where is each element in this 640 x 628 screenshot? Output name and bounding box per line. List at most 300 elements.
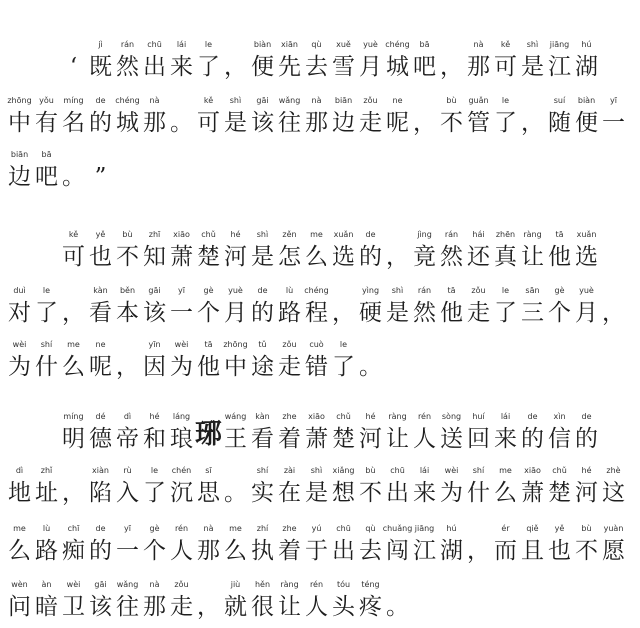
pinyin-annotation: de (581, 412, 592, 421)
hanzi-character: 便 (575, 110, 598, 136)
hanzi-character: 途 (251, 354, 274, 380)
pinyin-annotation: wèi (12, 340, 27, 349)
pinyin-annotation: xìn (553, 412, 566, 421)
character-cell (195, 466, 222, 512)
hanzi-character: 竟 (413, 244, 436, 270)
hanzi-character: 他 (197, 354, 220, 380)
hanzi-character: 在 (278, 480, 301, 506)
hanzi-character: 么 (8, 538, 31, 564)
hanzi-character: ， (386, 244, 409, 270)
hanzi-character: 去 (305, 54, 328, 80)
pinyin-annotation: zěn (282, 230, 297, 239)
pinyin-annotation: hé (149, 412, 160, 421)
hanzi-character: 人 (170, 538, 193, 564)
pinyin-annotation: de (365, 230, 376, 239)
pinyin-annotation: yuè (363, 40, 378, 49)
pinyin-annotation: hé (365, 412, 376, 421)
character-cell (195, 40, 222, 86)
pinyin-annotation: zài (283, 466, 296, 475)
hanzi-character: 不 (359, 480, 382, 506)
text-line (0, 286, 640, 332)
pinyin-annotation: wǎng (278, 96, 301, 105)
character-cell (384, 580, 411, 626)
hanzi-character: 湖 (440, 538, 463, 564)
pinyin-annotation: lái (419, 466, 430, 475)
pinyin-annotation: jìng (417, 230, 432, 239)
hanzi-character: 往 (278, 110, 301, 136)
hanzi-character: 是 (521, 54, 544, 80)
character-cell (303, 286, 330, 332)
hanzi-character: 的 (89, 538, 112, 564)
pinyin-annotation: shì (229, 96, 242, 105)
pinyin-annotation: rán (444, 230, 459, 239)
pinyin-annotation: le (501, 286, 510, 295)
pinyin-annotation: chī (67, 524, 80, 533)
hanzi-character: 那 (143, 110, 166, 136)
hanzi-character: 他 (440, 300, 463, 326)
pinyin-annotation: yī (178, 286, 185, 295)
pinyin-annotation: yìng (361, 286, 380, 295)
pinyin-annotation: xiāo (524, 466, 541, 475)
pinyin-annotation: wǎng (116, 580, 139, 589)
hanzi-character: 琅 (170, 426, 193, 452)
pinyin-annotation: zǒu (174, 580, 189, 589)
hanzi-character: 是 (305, 480, 328, 506)
hanzi-character: 着 (278, 538, 301, 564)
hanzi-character: 出 (386, 480, 409, 506)
character-cell (573, 286, 600, 332)
pinyin-annotation: wèi (444, 466, 459, 475)
pinyin-annotation: sān (525, 286, 540, 295)
hanzi-character: 走 (170, 594, 193, 620)
pinyin-annotation: de (527, 412, 538, 421)
hanzi-character: 路 (35, 538, 58, 564)
hanzi-character: 着 (278, 426, 301, 452)
hanzi-character: 边 (8, 164, 31, 190)
pinyin-annotation: me (13, 524, 26, 533)
hanzi-character: 来 (494, 426, 517, 452)
character-cell (357, 230, 384, 276)
hanzi-character: 。 (62, 164, 85, 190)
pinyin-annotation: zǒu (363, 96, 378, 105)
pinyin-annotation: rén (417, 412, 432, 421)
pinyin-annotation: yě (554, 524, 565, 533)
hanzi-character: ， (440, 54, 463, 80)
hanzi-character: 也 (548, 538, 571, 564)
hanzi-character: 沉 (170, 480, 193, 506)
hanzi-character: 中 (224, 354, 247, 380)
pinyin-annotation: me (229, 524, 242, 533)
hanzi-character: 什 (35, 354, 58, 380)
hanzi-character: ， (116, 354, 139, 380)
hanzi-character: 月 (359, 54, 382, 80)
pinyin-annotation: gāi (94, 580, 107, 589)
hanzi-character: 选 (332, 244, 355, 270)
pinyin-annotation: yě (95, 230, 106, 239)
pinyin-annotation: jì (98, 40, 103, 49)
pinyin-annotation: nà (149, 96, 160, 105)
hanzi-character: 雪 (332, 54, 355, 80)
character-cell (573, 412, 600, 458)
pinyin-annotation: yī (610, 96, 617, 105)
pinyin-annotation: le (501, 96, 510, 105)
pinyin-annotation: bù (365, 466, 376, 475)
hanzi-character: 因 (143, 354, 166, 380)
pinyin-annotation: nà (473, 40, 484, 49)
text-line (0, 524, 640, 570)
hanzi-character: 那 (197, 538, 220, 564)
character-cell (384, 96, 411, 142)
pinyin-annotation: wáng (224, 412, 247, 421)
pinyin-annotation: shí (256, 466, 269, 475)
pinyin-annotation: guǎn (468, 96, 489, 105)
character-cell (573, 230, 600, 276)
hanzi-character: 了 (35, 300, 58, 326)
hanzi-character: 的 (575, 426, 598, 452)
pinyin-annotation: yuè (579, 286, 594, 295)
pinyin-annotation: zhí (256, 524, 269, 533)
hanzi-character: 往 (116, 594, 139, 620)
hanzi-character: 让 (386, 426, 409, 452)
pinyin-annotation: chéng (304, 286, 329, 295)
text-line (0, 466, 640, 512)
hanzi-character: 么 (305, 244, 328, 270)
hanzi-character: 不 (116, 244, 139, 270)
hanzi-character: 既 (89, 54, 112, 80)
pinyin-annotation: míng (63, 412, 84, 421)
pinyin-annotation: chǔ (201, 230, 216, 239)
hanzi-character: 城 (386, 54, 409, 80)
pinyin-annotation: gè (554, 286, 565, 295)
hanzi-character: 便 (251, 54, 274, 80)
hanzi-character: ， (602, 300, 625, 326)
hanzi-character: 不 (440, 110, 463, 136)
hanzi-character: 萧 (305, 426, 328, 452)
pinyin-annotation: nà (149, 580, 160, 589)
pinyin-annotation: huí (472, 412, 485, 421)
hanzi-character: 路 (278, 300, 301, 326)
hanzi-character: 址 (35, 480, 58, 506)
pinyin-annotation: hú (446, 524, 457, 533)
pinyin-annotation: tā (555, 230, 564, 239)
pinyin-annotation: rén (309, 580, 324, 589)
hanzi-character: 那 (143, 594, 166, 620)
hanzi-character: 江 (413, 538, 436, 564)
hanzi-character: ， (413, 110, 436, 136)
hanzi-character: ， (62, 300, 85, 326)
hanzi-character: 让 (521, 244, 544, 270)
pinyin-annotation: lù (42, 524, 51, 533)
hanzi-character: 看 (89, 300, 112, 326)
hanzi-character: 么 (224, 538, 247, 564)
character-cell (87, 150, 114, 196)
character-cell (573, 40, 600, 86)
hanzi-character: 出 (143, 54, 166, 80)
hanzi-character: 河 (575, 480, 598, 506)
pinyin-annotation: rén (174, 524, 189, 533)
pinyin-annotation: xiāo (308, 412, 325, 421)
character-cell (600, 524, 627, 570)
pinyin-annotation: chén (171, 466, 192, 475)
character-cell (600, 286, 627, 332)
hanzi-character: 出 (332, 538, 355, 564)
hanzi-character: 呢 (89, 354, 112, 380)
hanzi-character: 随 (548, 110, 571, 136)
hanzi-character: 了 (197, 54, 220, 80)
hanzi-character: 三 (521, 300, 544, 326)
hanzi-character: 痴 (62, 538, 85, 564)
character-cell (492, 96, 519, 142)
hanzi-character: 这 (602, 480, 625, 506)
hanzi-character: 送 (440, 426, 463, 452)
hanzi-character: 人 (305, 594, 328, 620)
hanzi-character: 程 (305, 300, 328, 326)
character-cell (60, 150, 87, 196)
pinyin-annotation: kàn (255, 412, 270, 421)
pinyin-annotation: yú (311, 524, 322, 533)
hanzi-character: 中 (8, 110, 31, 136)
hanzi-character: 很 (251, 594, 274, 620)
character-cell (357, 580, 384, 626)
hanzi-character: 知 (143, 244, 166, 270)
pinyin-annotation: xiāo (173, 230, 190, 239)
pinyin-annotation: rù (123, 466, 132, 475)
character-cell (168, 580, 195, 626)
hanzi-character: ， (521, 110, 544, 136)
text-line (0, 230, 640, 276)
hanzi-character: 实 (251, 480, 274, 506)
pinyin-annotation: chuǎng (382, 524, 413, 533)
hanzi-character: 去 (359, 538, 382, 564)
pinyin-annotation: jiāng (414, 524, 435, 533)
pinyin-annotation: de (95, 524, 106, 533)
pinyin-annotation: chǔ (552, 466, 567, 475)
pinyin-annotation: yuè (228, 286, 243, 295)
pinyin-annotation: rán (120, 40, 135, 49)
character-cell (600, 466, 627, 512)
hanzi-character: 。 (386, 594, 409, 620)
hanzi-character: 回 (467, 426, 490, 452)
pinyin-annotation: xuě (336, 40, 351, 49)
character-cell (438, 524, 465, 570)
hanzi-character: 为 (170, 354, 193, 380)
pinyin-annotation: jiāng (549, 40, 570, 49)
pinyin-annotation: ràng (523, 230, 542, 239)
pinyin-annotation: lái (500, 412, 511, 421)
character-cell (168, 412, 195, 458)
hanzi-character: 吧 (413, 54, 436, 80)
pinyin-annotation: gè (149, 524, 160, 533)
hanzi-character: 名 (62, 110, 85, 136)
pinyin-annotation: wèi (174, 340, 189, 349)
hanzi-character: 问 (8, 594, 31, 620)
hanzi-character: 思 (197, 480, 220, 506)
pinyin-annotation: yuàn (603, 524, 624, 533)
hanzi-character: 疼 (359, 594, 382, 620)
pinyin-annotation: běn (119, 286, 136, 295)
pinyin-annotation: shí (40, 340, 53, 349)
pinyin-annotation: me (67, 340, 80, 349)
pinyin-annotation: chū (147, 40, 162, 49)
hanzi-character: 德 (89, 426, 112, 452)
pinyin-annotation: zhe (282, 412, 297, 421)
pinyin-annotation: me (310, 230, 323, 239)
hanzi-character: 琊 (195, 419, 222, 450)
pinyin-annotation: àn (41, 580, 52, 589)
hanzi-character: 看 (251, 426, 274, 452)
pinyin-annotation: hé (230, 230, 241, 239)
pinyin-annotation: ér (501, 524, 510, 533)
hanzi-character: 走 (359, 110, 382, 136)
pinyin-annotation: kàn (93, 286, 108, 295)
pinyin-annotation: le (150, 466, 159, 475)
pinyin-annotation: jiù (230, 580, 241, 589)
pinyin-annotation: hěn (254, 580, 271, 589)
pinyin-annotation: ràng (280, 580, 299, 589)
pinyin-annotation: dé (95, 412, 106, 421)
pinyin-annotation: rán (417, 286, 432, 295)
pinyin-annotation: le (204, 40, 213, 49)
hanzi-character: 为 (440, 480, 463, 506)
pinyin-annotation: qù (365, 524, 376, 533)
hanzi-character: ， (62, 480, 85, 506)
pinyin-annotation: xiàn (92, 466, 109, 475)
pinyin-annotation: sī (205, 466, 212, 475)
hanzi-character: 月 (575, 300, 598, 326)
pinyin-annotation: zhe (282, 524, 297, 533)
pinyin-annotation: shì (391, 286, 404, 295)
hanzi-character: 还 (467, 244, 490, 270)
pinyin-annotation: chǔ (336, 412, 351, 421)
character-cell (330, 340, 357, 386)
pinyin-annotation: ne (95, 340, 106, 349)
hanzi-character: 了 (494, 110, 517, 136)
pinyin-annotation: duì (13, 286, 26, 295)
hanzi-character: ， (197, 594, 220, 620)
hanzi-character: 愿 (602, 538, 625, 564)
hanzi-character: 的 (521, 426, 544, 452)
pinyin-annotation: le (339, 340, 348, 349)
pinyin-annotation: biàn (253, 40, 272, 49)
hanzi-character: 河 (359, 426, 382, 452)
character-cell (411, 40, 438, 86)
hanzi-character: 入 (116, 480, 139, 506)
hanzi-character: 于 (305, 538, 328, 564)
pinyin-annotation: shì (256, 230, 269, 239)
hanzi-character: 么 (494, 480, 517, 506)
hanzi-character: 是 (224, 110, 247, 136)
pinyin-annotation: ne (392, 96, 403, 105)
hanzi-character: 是 (386, 300, 409, 326)
pinyin-annotation: bù (446, 96, 457, 105)
pinyin-annotation: tā (447, 286, 456, 295)
pinyin-annotation: lù (285, 286, 294, 295)
hanzi-character: 的 (89, 110, 112, 136)
pinyin-annotation: láng (172, 412, 191, 421)
pinyin-annotation: biān (10, 150, 29, 159)
hanzi-character: 可 (494, 54, 517, 80)
pinyin-annotation: bù (122, 230, 133, 239)
pinyin-annotation: nà (311, 96, 322, 105)
hanzi-character: 的 (251, 300, 274, 326)
hanzi-character: 也 (89, 244, 112, 270)
hanzi-character: 吧 (35, 164, 58, 190)
hanzi-character: 不 (575, 538, 598, 564)
pinyin-annotation: zhēn (495, 230, 516, 239)
pinyin-annotation: zhǐ (40, 466, 53, 475)
pinyin-annotation: kě (203, 96, 214, 105)
pinyin-annotation: zhè (606, 466, 621, 475)
hanzi-character: 了 (332, 354, 355, 380)
character-cell (33, 286, 60, 332)
pinyin-annotation: le (42, 286, 51, 295)
pinyin-annotation: shì (526, 40, 539, 49)
pinyin-annotation: ràng (388, 412, 407, 421)
hanzi-character: 执 (251, 538, 274, 564)
pinyin-annotation: gāi (256, 96, 269, 105)
pinyin-annotation: xiān (281, 40, 298, 49)
pinyin-annotation: zhōng (7, 96, 32, 105)
hanzi-character: 闯 (386, 538, 409, 564)
hanzi-character: 是 (251, 244, 274, 270)
hanzi-character: 河 (224, 244, 247, 270)
hanzi-character: 王 (224, 426, 247, 452)
text-line (0, 150, 640, 196)
character-cell (600, 96, 627, 142)
hanzi-character: 错 (305, 354, 328, 380)
hanzi-character: 边 (332, 110, 355, 136)
pinyin-annotation: cuò (309, 340, 324, 349)
hanzi-character: 那 (305, 110, 328, 136)
hanzi-character: ， (467, 538, 490, 564)
hanzi-character: 来 (170, 54, 193, 80)
hanzi-character: 一 (116, 538, 139, 564)
hanzi-character: 。 (224, 480, 247, 506)
hanzi-character: 该 (89, 594, 112, 620)
hanzi-character: 且 (521, 538, 544, 564)
hanzi-character: 。 (359, 354, 382, 380)
text-line (0, 340, 640, 386)
pinyin-annotation: yīn (148, 340, 161, 349)
hanzi-character: 一 (602, 110, 625, 136)
hanzi-character: 个 (197, 300, 220, 326)
hanzi-character: 月 (224, 300, 247, 326)
pinyin-annotation: de (257, 286, 268, 295)
pinyin-annotation: qiě (526, 524, 539, 533)
hanzi-character: 就 (224, 594, 247, 620)
hanzi-character: 楚 (548, 480, 571, 506)
hanzi-character: 明 (62, 426, 85, 452)
hanzi-character: 先 (278, 54, 301, 80)
hanzi-character: 走 (278, 354, 301, 380)
hanzi-character: 的 (359, 244, 382, 270)
pinyin-annotation: xuǎn (576, 230, 597, 239)
hanzi-character: 然 (116, 54, 139, 80)
hanzi-character: 。 (170, 110, 193, 136)
hanzi-character: 卫 (62, 594, 85, 620)
hanzi-character: 头 (332, 594, 355, 620)
hanzi-character: 个 (548, 300, 571, 326)
pinyin-annotation: chéng (115, 96, 140, 105)
hanzi-character: 真 (494, 244, 517, 270)
pinyin-annotation: biān (334, 96, 353, 105)
pinyin-annotation: kě (500, 40, 511, 49)
hanzi-character: 湖 (575, 54, 598, 80)
hanzi-character: 选 (575, 244, 598, 270)
pinyin-annotation: hái (472, 230, 485, 239)
pinyin-annotation: míng (63, 96, 84, 105)
hanzi-character: 让 (278, 594, 301, 620)
